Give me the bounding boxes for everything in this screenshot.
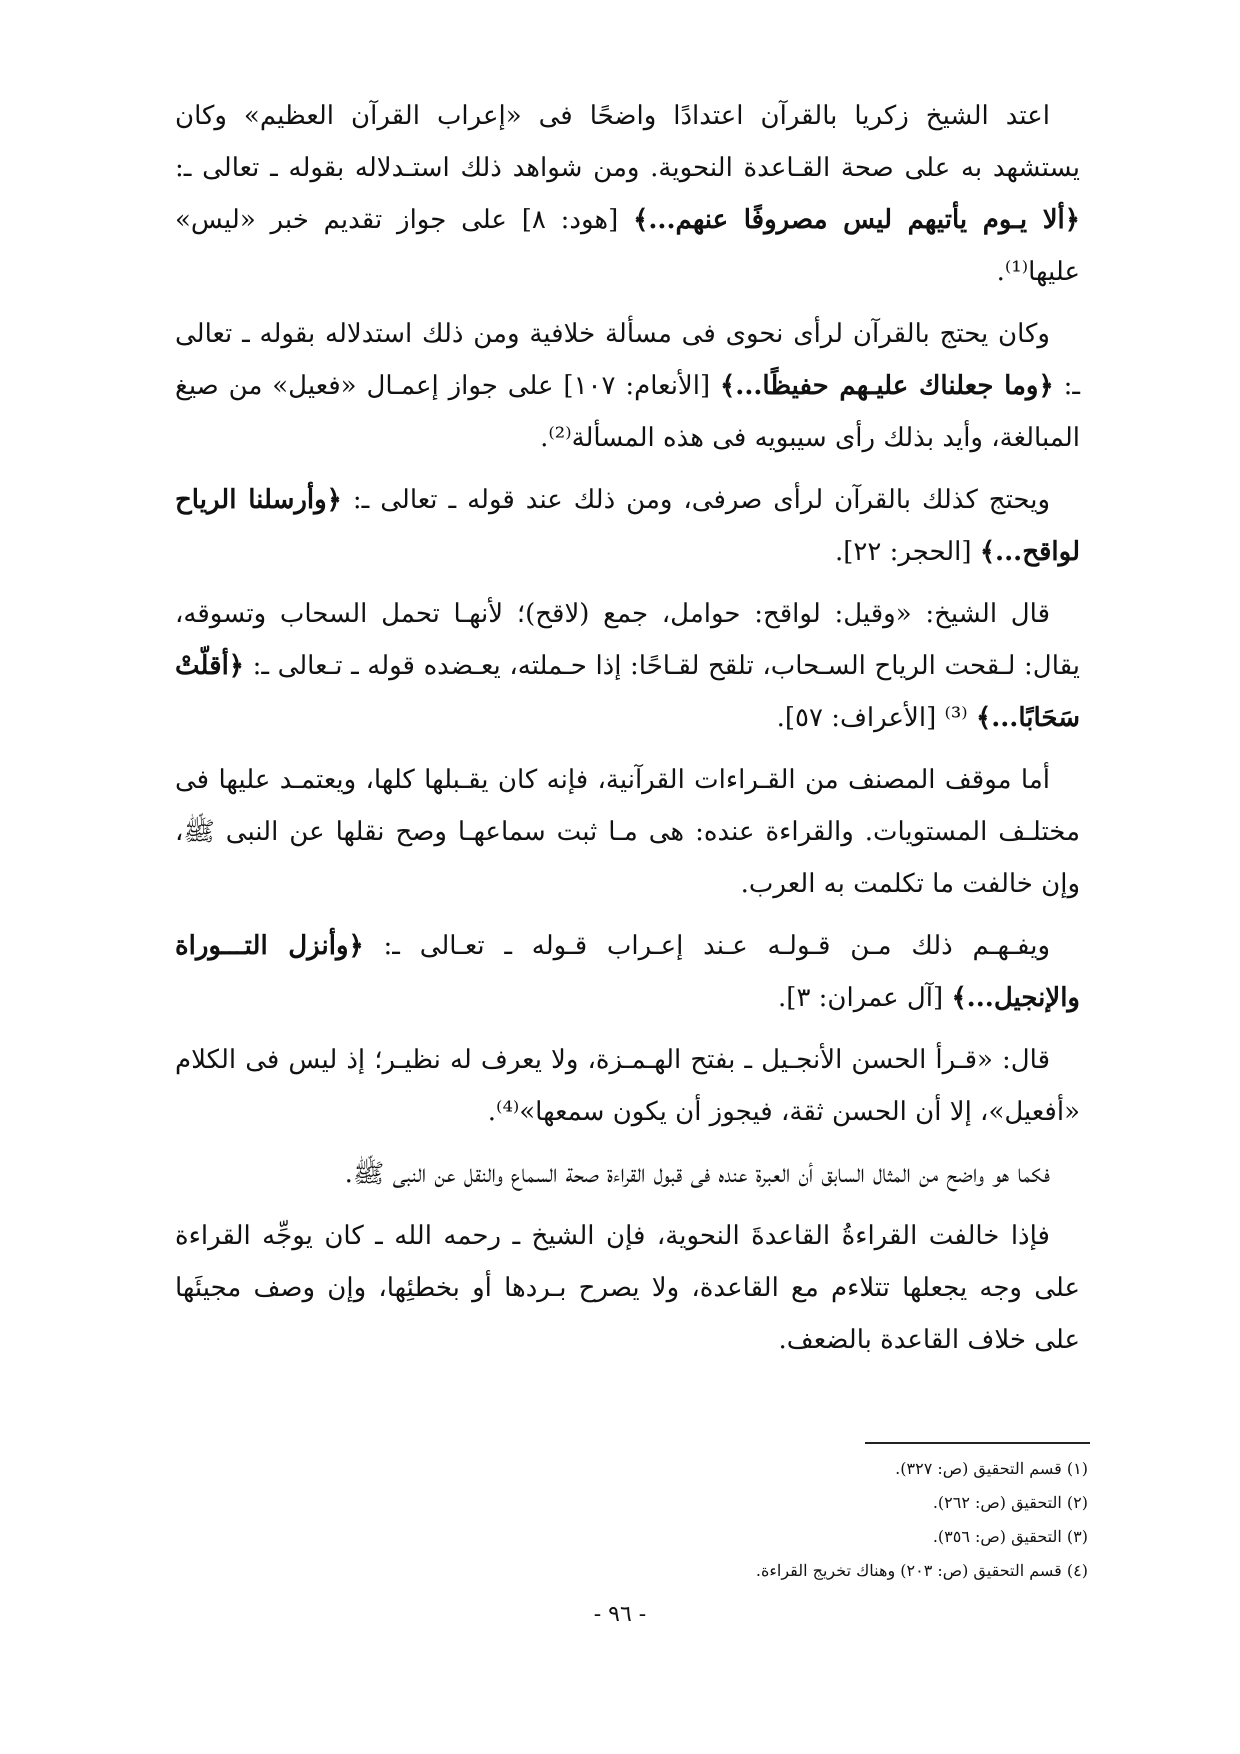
main-text <box>175 90 1080 1376</box>
paragraph-text: ويحتج كذلك بالقرآن لرأى صرفى، ومن ذلك عند قوله ـ تعالى ـ: <box>352 485 1050 515</box>
quran-quote: ﴿ألا يـوم يأتيهم ليس مصروفًا عنهم...﴾ <box>633 205 1081 235</box>
paragraph-6 <box>175 920 1080 1024</box>
footnote-3: (٣) التحقيق (ص: ٣٥٦). <box>932 1527 1088 1546</box>
paragraph-7 <box>175 1034 1080 1138</box>
footnote-1: (١) قسم التحقيق (ص: ٣٢٧). <box>895 1459 1088 1478</box>
paragraph-4 <box>175 588 1080 744</box>
paragraph-text: ⁽³⁾ [الأعراف: ٥٧]. <box>776 703 968 733</box>
paragraph-text: [آل عمران: ٣]. <box>778 983 944 1013</box>
paragraph-1 <box>175 90 1080 298</box>
paragraph-text: قال: «قـرأ الحسن الأنجـيل ـ بفتح الهـمـزة، ولا يعرف له نظيـر؛ إذ ليس فى الكلام «أفعيل»، إلا أن الحسن ثقة، فيجوز أن يكون سمعها»⁽⁴⁾. <box>175 1045 1080 1127</box>
quran-quote: ﴿وما جعلناك عليـهم حفيظًا...﴾ <box>720 371 1054 401</box>
paragraph-text: قال الشيخ: «وقيل: لواقح: حوامل، جمع (لاقح)؛ لأنهـا تحمل السحاب وتسوقه، يقال: لـقحت الرياح السـحاب، تلقح لقـاحًا: إذا حـملته، يعـضده قوله ـ تـعالى ـ: <box>175 599 1081 681</box>
paragraph-5 <box>175 754 1080 910</box>
footnotes <box>600 1452 1088 1588</box>
footnote-divider <box>865 1442 1090 1444</box>
footnote-4: (٤) قسم التحقيق (ص: ٢٠٣) وهناك تخريج القراءة. <box>755 1561 1088 1580</box>
quran-quote: ﴿أقلّتْ سَحَابًا...﴾ <box>175 651 1080 733</box>
page-number: - ٩٦ - <box>593 1602 647 1627</box>
paragraph-8 <box>175 1148 1080 1200</box>
paragraph-text: ويفـهـم ذلك مـن قـولـه عـند إعـراب قـوله ـ تعـالى ـ: <box>383 931 1051 961</box>
paragraph-text: [الحجر: ٢٢]. <box>834 537 972 567</box>
paragraph-text: أما موقف المصنف من القـراءات القرآنية، فإنه كان يقـبلها كلها، ويعتمـد عليها فى مختلـف المستويات. والقراءة عنده: هى مـا ثبت سماعهـا وصح نقلها عن النبى ﷺ، وإن خالفت ما تكلمت به العرب. <box>175 765 1080 899</box>
quran-quote: ﴿وأرسلنا الرياح لواقح...﴾ <box>175 485 1080 567</box>
paragraph-text: [هود: ٨] على جواز تقديم خبر «ليس» عليها⁽¹⁾. <box>175 205 1080 287</box>
paragraph-text: فإذا خالفت القراءةُ القاعدةَ النحوية، فإن الشيخ ـ رحمه الله ـ كان يوجِّه القراءة على وجه يجعلها تتلاءم مع القاعدة، ولا يصرح بـردها أو بخطئِها، وإن وصف مجيئَها على خلاف القاعدة بالضعف. <box>175 1221 1080 1355</box>
paragraph-text: [الأنعام: ١٠٧] على جواز إعمـال «فعيل» من صيغ المبالغة، وأيد بذلك رأى سيبويه فى هذه المسألة⁽²⁾. <box>175 371 1080 453</box>
paragraph-text: فكما هو واضح من المثال السابق أن العبرة عنده فى قبول القراءة صحة السماع والنقل عن النبى ﷺ. <box>344 1159 1050 1189</box>
paragraph-9 <box>175 1210 1080 1366</box>
paragraph-text: وكان يحتج بالقرآن لرأى نحوى فى مسألة خلافية ومن ذلك استدلاله بقوله ـ تعالى ـ: <box>175 319 1081 401</box>
paragraph-text: اعتد الشيخ زكريا بالقرآن اعتدادًا واضحًا فى «إعراب القرآن العظيم» وكان يستشهد به على صحة القـاعدة النحوية. ومن شواهد ذلك استـدلاله بقوله ـ تعالى ـ: <box>175 101 1080 183</box>
paragraph-3 <box>175 474 1080 578</box>
quran-quote: ﴿وأنزل التـــوراة والإنجيل...﴾ <box>175 931 1080 1013</box>
paragraph-2 <box>175 308 1080 464</box>
footnote-2: (٢) التحقيق (ص: ٢٦٢). <box>932 1493 1088 1512</box>
